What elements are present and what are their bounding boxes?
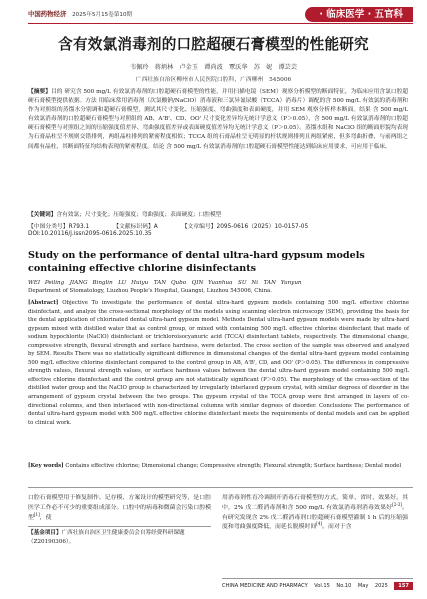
abstract-cn-text: 目的 研究含 500 mg/L 有效氯消毒剂的口腔超硬石膏模型的性能，并用扫描电镜（SEM）观察分析模型的断面特征，为临床应用含氯口腔超硬石膏模型提供依据。方法 用临床常用消毒剂（次氯酸钠/NaClO）消毒液和三氯异氰尿酸（TCCA）消毒片）调配的含 500 mg/L 有效氯的消毒剂和作为对照组的蒸馏水分别调和超硬石膏模型，测试其尺寸变化、压缩强度、弯曲强度和表面硬度，并用 SEM 观察分析样本断面。结果 含 500 mg/L 有效氯消毒剂的口腔超硬石膏模型与对照组的 AB、A'B'、CD、OO' 尺寸变化差异均无统计学意义（P＞0.05），含 500 mg/L 有效氯消毒剂的口腔超硬石膏模型与对照组之间的压缩强度值差异、弯曲强度值差异或表面硬度值差异均无统计学意义（P＞0.05）。蒸馏水组和 NaClO 组的断面形貌均表现为石膏晶柱呈不规则交错排列，两组晶柱排列的紧密程度相似；TCCA 组的石膏晶柱呈无明显的杆状规则排列且两组紧密，但多弯曲折叠，与前两组之间都有晶柱，其断面特征均结构表现的紧密程度。结论 含 500 mg/L 有效氯消毒剂的口腔超硬石膏模型性能达到临床应用要求，可应用于临床。	[28, 89, 409, 150]
body-column-right	[222, 494, 408, 533]
body-text: 用消毒剂性育冷调制开消毒石膏模型的方式，简单、省时、效果好。其中，2% 戊二醛消毒剂和含 500 mg/L 有效氯消毒剂消毒效果好	[222, 495, 408, 511]
body-text: ，使	[39, 514, 52, 521]
keywords-en	[28, 462, 409, 471]
affiliation-cn: 广西壮族自治区柳州市人民医院口腔科，广西柳州 545006	[135, 77, 292, 83]
header-divider	[28, 23, 413, 24]
article-id: 【文章编号】2095-0616（2025）10-0157-05	[181, 224, 309, 230]
footer-journal: CHINA MEDICINE AND PHARMACY	[222, 583, 308, 589]
page-number: 157	[394, 582, 413, 590]
footer-volume: Vol.15	[314, 583, 330, 589]
keywords-en-label: [Key words]	[28, 463, 64, 469]
abstract-en-text: Objective To investigate the performance of dental ultra-hard gypsum models containing 500 mg/L effective chlorine disinfectant, and analyze the cross-sectional morphology of the models using scanning electron microscopy (SEM), providing the basis for the dental application of chlorinated dental ultra-hard gypsum model. Methods Dental ultra-hard gypsum models were made by ultra-hard gypsum mixed with distilled water that as control group, or mixed with containing 500 mg/L effective chlorine disinfectant that made of sodium hypochlorite (NaClO) disinfectant or trichloroisocyanuric acid (TCCA) disinfectant tablets, respectively. The dimensional change, compressive strength, flexural strength and surface hardness, were detected. The cross section of the sample was observed and analyzed by SEM. Results There was no statistically significant difference in dimensional changes of the dental ultra-hard gypsum model containing 500 mg/L effective chlorine disinfectant compared to the control group in AB, A'B', CD, and OO' (P＞0.05). The differences in compressive strength values, flexural strength values, or surface hardness values between the dental ultra-hard gypsum model containing 500 mg/L effective chlorine disinfectant and the control group are not statistically significant (P＞0.05). The morphology of the cross-section of the distilled water group and the NaClO group is characterized by irregularly interlaced gypsum crystal, with similar degrees of disorder in the arrangement of gypsum crystal between the two groups. The gypsum crystal of the TCCA group were first arranged in layers of co-directional columns, and then interlaced with non-directional columns with similar degrees of disorder. Conclusions The performance of dental ultra-hard gypsum model with 500 mg/L effective chlorine disinfectant meets the requirements of dental models and can be applied to clinical work.	[28, 300, 409, 426]
body-text: 。而对于含	[322, 524, 352, 531]
citation-ref[interactable]: [1]	[33, 511, 40, 517]
keywords-cn-label: 【关键词】	[28, 212, 57, 218]
funding-label: 【基金项目】	[28, 530, 62, 536]
abstract-en	[28, 299, 409, 427]
journal-header	[28, 9, 132, 18]
funding-text: 广西壮族自治区卫生健康委员会自筹经费科研课题（Z20190306）。	[28, 530, 185, 545]
keywords-en-text: Contains effective chlorine; Dimensional change; Compressive strength; Flexural strength; Surface hardness; Dental model	[65, 463, 402, 469]
doi[interactable]: DOI:10.20116/j.issn2095-0616.2025.10.35	[28, 231, 152, 237]
authors-cn: 韦佩玲 蒋炳林 卢金玉 谭尚波 覃沃华 苏 妮 谭芸芸	[129, 64, 298, 71]
body-text: 。有研究发现含 2% 戊二醛消毒剂口腔超硬石膏模型灌制 1 h 后的压缩强度和弯曲强度降低，而延长脱模时间	[222, 504, 408, 531]
journal-logo: 中国药物经济	[28, 10, 67, 18]
article-title-cn: 含有效氯消毒剂的口腔超硬石膏模型的性能研究	[58, 36, 369, 53]
funding-note	[28, 526, 211, 547]
footer-number: No.10	[336, 583, 352, 589]
authors-en: WEI Peiling JIANG Binglin LU Huiyu TAN Qubo QIN Yuanhua SU Ni TAN Yunyun	[28, 280, 302, 286]
page-footer	[222, 578, 413, 590]
body-column-left	[28, 494, 211, 523]
citation-ref[interactable]: [4]	[316, 521, 323, 527]
keywords-cn	[28, 211, 408, 220]
citation-ref[interactable]: [2-3]	[392, 501, 402, 507]
classification-row	[28, 221, 408, 230]
abstract-cn	[28, 88, 408, 152]
issue-info: 2025年5月15卷第10期	[72, 12, 133, 18]
keywords-cn-text: 含有效氯；尺寸变化；压缩强度；弯曲强度；表面硬度；口腔模型	[56, 212, 222, 218]
body-text: 口腔石膏模型用于修复制作、记存模、方案设计的模型研究等，是口腔医学工作必不可少的重要组成部分。口腔中的病毒和微菌会污染口腔模型	[28, 495, 211, 521]
abstract-divider	[28, 487, 413, 488]
abstract-cn-label: 【摘要】	[28, 89, 51, 95]
affiliation-en: Department of Stomatology, Liuzhou People's Hospital, Guangxi, Liuzhou 545006, China.	[28, 288, 272, 294]
clc-number: 【中图分类号】R793.1	[28, 224, 90, 230]
footer-month: May	[357, 583, 369, 589]
section-badge: · 临床医学 · 五官科	[305, 7, 413, 22]
abstract-en-label: [Abstract]	[28, 300, 59, 306]
article-title-en: Study on the performance of dental ultra-hard gypsum models containing effective chlorine disinfectants	[28, 250, 365, 274]
footer-year: 2025	[374, 583, 388, 589]
document-code: 【文献标识码】A	[113, 224, 158, 230]
